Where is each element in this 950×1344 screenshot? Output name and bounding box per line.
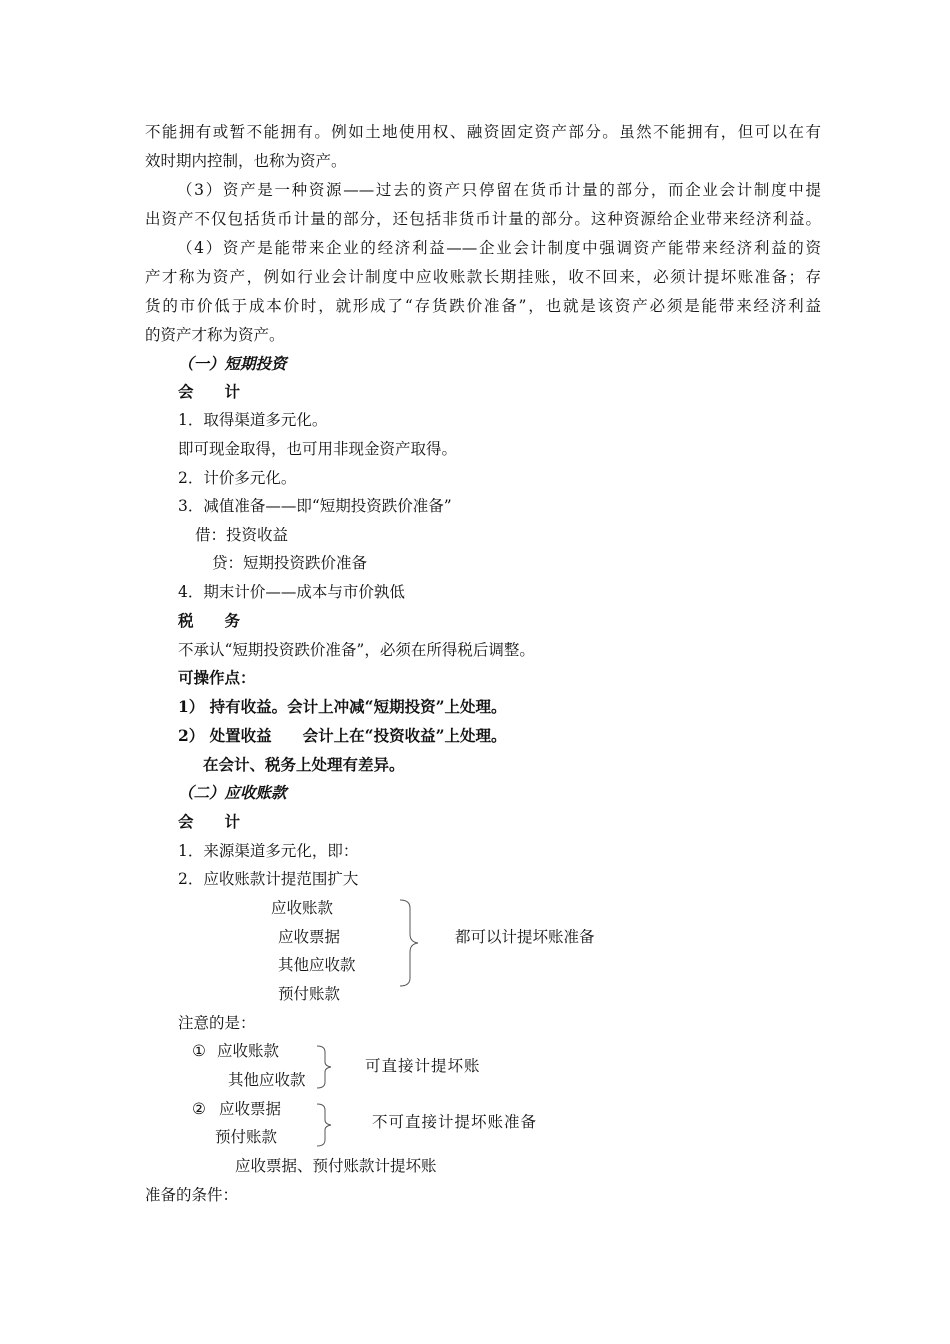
section1-item-4: 3．减值准备——即“短期投资跌价准备” (178, 497, 452, 515)
group1-item-2: 其他应收款 (228, 1071, 306, 1089)
debit-entry: 借：投资收益 (195, 526, 289, 544)
operable-item-2: 2） 处置收益 会计上在“投资收益”上处理。 (178, 726, 507, 745)
section1-item-3: 2．计价多元化。 (178, 469, 297, 487)
section1-tax-text: 不承认“短期投资跌价准备”，必须在所得税后调整。 (178, 641, 535, 659)
intro-line-2: 效时期内控制，也称为资产。 (145, 152, 347, 170)
condition-line-1: 应收票据、预付账款计提坏账 (235, 1157, 437, 1175)
group2-brace (315, 1102, 339, 1148)
section2-item-1: 1．来源渠道多元化，即： (178, 842, 359, 860)
intro-line-8: 的资产才称为资产。 (145, 326, 285, 344)
operable-item-1: 1） 持有收益。会计上冲减“短期投资”上处理。 (178, 697, 507, 716)
scope-item-1: 应收账款 (271, 899, 334, 917)
section1-item-2: 即可现金取得，也可用非现金资产取得。 (178, 440, 458, 458)
section2-accounting-label: 会 计 (178, 812, 241, 831)
intro-line-3: （3）资产是一种资源——过去的资产只停留在货币计量的部分，而企业会计制度中提 (177, 181, 821, 199)
section1-item-5: 4．期末计价——成本与市价孰低 (178, 583, 405, 601)
group2-item-1: 应收票据 (219, 1100, 282, 1118)
scope-item-4: 预付账款 (278, 985, 341, 1003)
section2-item-2: 2．应收账款计提范围扩大 (178, 870, 359, 888)
section1-item-1: 1．取得渠道多元化。 (178, 411, 328, 429)
intro-line-6: 产才称为资产，例如行业会计制度中应收账款长期挂账，收不回来，必须计提坏账准备；存 (145, 268, 821, 286)
scope-note: 都可以计提坏账准备 (455, 928, 595, 946)
group2-note: 不可直接计提坏账准备 (372, 1113, 538, 1131)
operable-label: 可操作点： (178, 668, 256, 687)
group1-brace (315, 1044, 339, 1090)
section1-heading: （一）短期投资 (178, 354, 287, 373)
intro-line-4: 出资产不仅包括货币计量的部分，还包括非货币计量的部分。这种资源给企业带来经济利益。 (145, 210, 821, 228)
intro-line-5: （4）资产是能带来企业的经济利益——企业会计制度中强调资产能带来经济利益的资 (177, 239, 821, 257)
intro-line-1: 不能拥有或暂不能拥有。例如土地使用权、融资固定资产部分。虽然不能拥有，但可以在有 (145, 123, 821, 141)
credit-entry: 贷：短期投资跌价准备 (212, 554, 368, 572)
scope-item-3: 其他应收款 (278, 956, 356, 974)
scope-item-2: 应收票据 (278, 928, 341, 946)
intro-line-7: 货的市价低于成本价时，就形成了“存货跌价准备”，也就是该资产必须是能带来经济利益 (145, 297, 821, 315)
group1-item-1: 应收账款 (217, 1042, 280, 1060)
condition-line-2: 准备的条件： (145, 1186, 239, 1204)
attention-label: 注意的是： (178, 1014, 256, 1032)
group1-note: 可直接计提坏账 (365, 1057, 481, 1075)
section2-heading: （二）应收账款 (178, 783, 287, 802)
scope-brace (398, 898, 426, 988)
group2-item-2: 预付账款 (215, 1128, 278, 1146)
section1-accounting-label: 会 计 (178, 382, 241, 401)
group2-marker: ② (192, 1100, 206, 1118)
group1-marker: ① (192, 1042, 206, 1060)
section1-tax-label: 税 务 (178, 611, 241, 630)
operable-item-3: 在会计、税务上处理有差异。 (203, 755, 405, 774)
